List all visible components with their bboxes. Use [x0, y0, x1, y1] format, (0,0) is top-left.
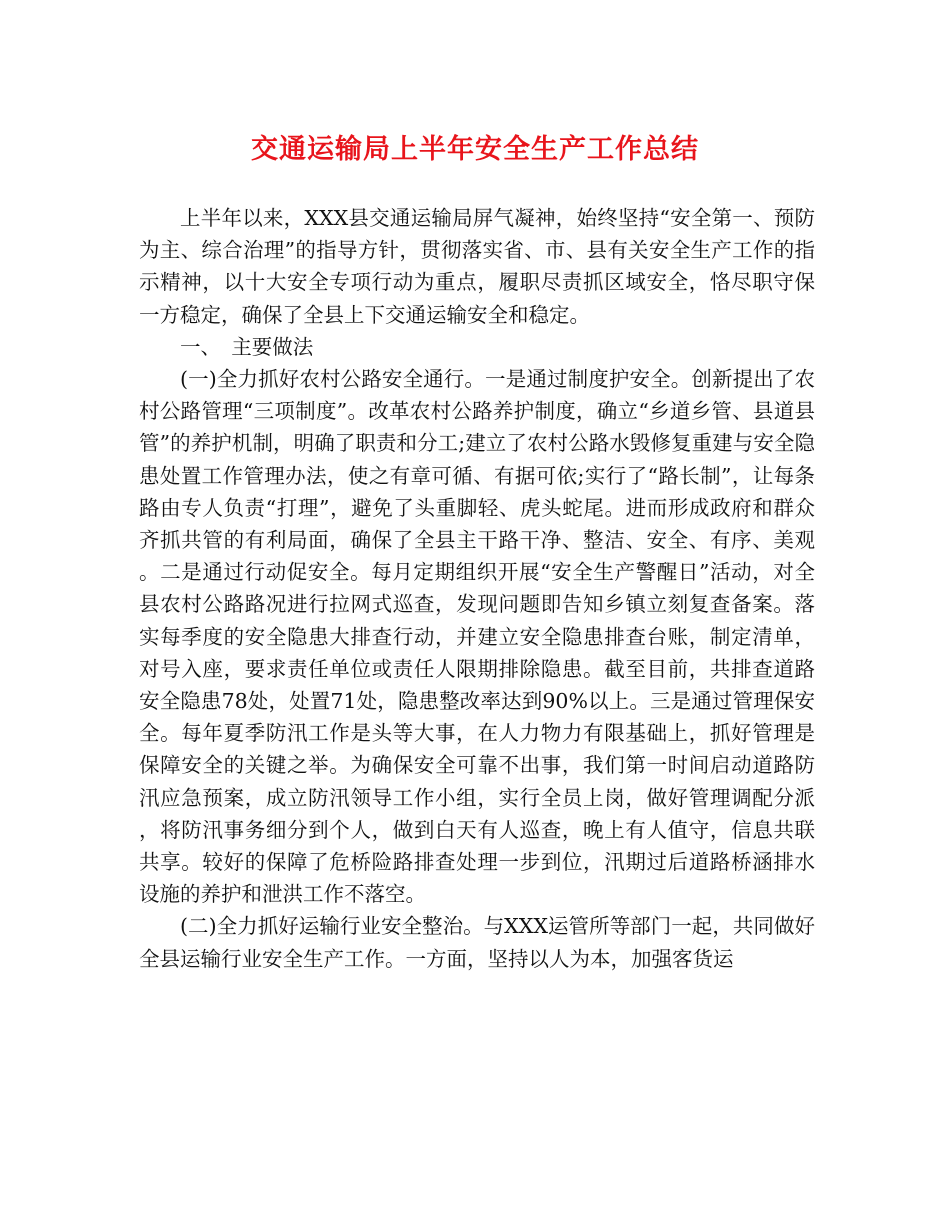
paragraph-intro: 上半年以来，XXX县交通运输局屏气凝神，始终坚持“安全第一、预防为主、综合治理”的指导方针，贯彻落实省、市、县有关安全生产工作的指示精神，以十大安全专项行动为重点，履职尽责抓区域安全，恪尽职守保一方稳定，确保了全县上下交通运输安全和稳定。 [139, 206, 815, 327]
section-heading-main-practices: 一、 主要做法 [180, 334, 314, 359]
document-title: 交通运输局上半年安全生产工作总结 [251, 134, 699, 165]
document-body [139, 202, 815, 975]
paragraph-rural-road-safety: (一)全力抓好农村公路安全通行。一是通过制度护安全。创新提出了农村公路管理“三项制度”。改革农村公路养护制度，确立“乡道乡管、县道县管”的养护机制，明确了职责和分工;建立了农村公路水毁修复重建与安全隐患处置工作管理办法，使之有章可循、有据可依;实行了“路长制”，让每条路由专人负责“打理”，避免了头重脚轻、虎头蛇尾。进而形成政府和群众齐抓共管的有利局面，确保了全县主干路干净、整洁、安全、有序、美观。二是通过行动促安全。每月定期组织开展“安全生产警醒日”活动，对全县农村公路路况进行拉网式巡查，发现问题即告知乡镇立刻复查备案。落实每季度的安全隐患大排查行动，并建立安全隐患排查台账，制定清单，对号入座，要求责任单位或责任人限期排除隐患。截至目前，共排查道路安全隐患78处，处置71处，隐患整改率达到90%以上。三是通过管理保安全。每年夏季防汛工作是头等大事，在人力物力有限基础上，抓好管理是保障安全的关键之举。为确保安全可靠不出事，我们第一时间启动道路防汛应急预案，成立防汛领导工作小组，实行全员上岗，做好管理调配分派，将防汛事务细分到个人，做到白天有人巡查，晚上有人值守，信息共联共享。较好的保障了危桥险路排查处理一步到位，汛期过后道路桥涵排水设施的养护和泄洪工作不落空。 [139, 367, 815, 907]
paragraph-transport-industry-safety: (二)全力抓好运输行业安全整治。与XXX运管所等部门一起，共同做好全县运输行业安全生产工作。一方面，坚持以人为本，加强客货运 [139, 914, 815, 971]
